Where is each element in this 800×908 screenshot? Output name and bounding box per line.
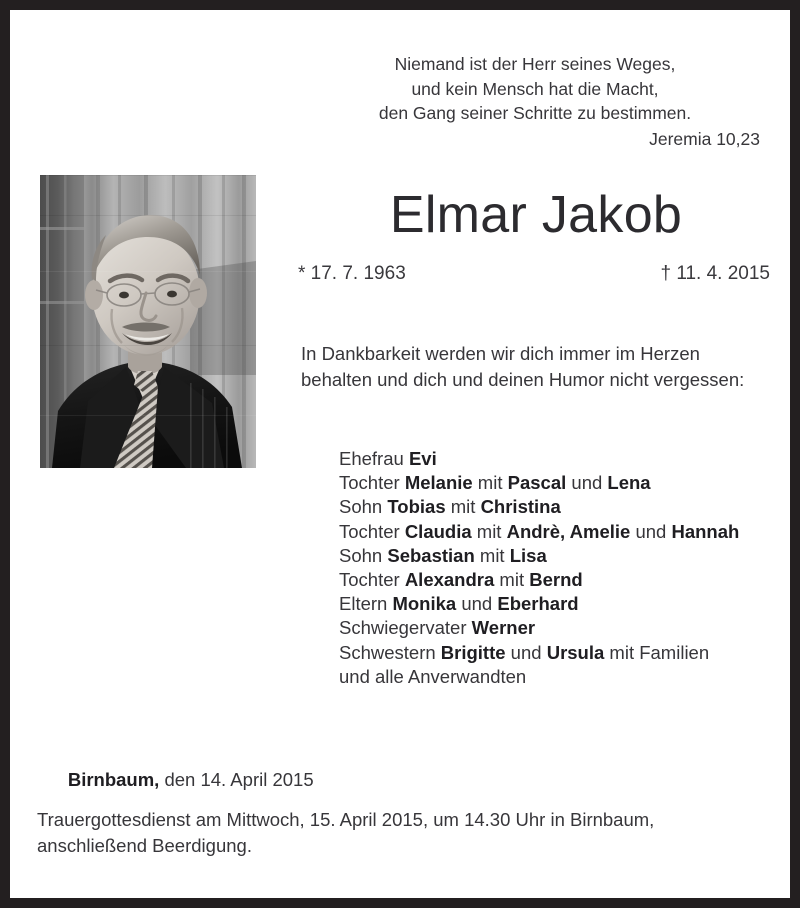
survivor-relation: Ehefrau [339,448,409,469]
survivor-line [339,665,779,689]
survivor-relation: und [566,472,608,494]
place-date-line [37,742,314,817]
service-info [37,807,747,859]
survivor-name: Pascal [507,472,567,494]
dedication-text [301,341,779,392]
survivor-line [339,447,779,471]
survivor-relation: Tochter [339,569,405,591]
survivor-relation: und [505,641,547,663]
survivor-name: Lisa [509,544,547,566]
survivor-name: Bernd [529,569,583,591]
service-line-2: anschließend Beerdigung. [37,835,252,856]
survivor-name: Andrè, Amelie [506,520,631,542]
epigraph-line-2: und kein Mensch hat die Macht, [411,78,659,99]
survivors-list [339,447,779,689]
survivor-name: Alexandra [404,569,495,591]
survivor-relation: Tochter [339,472,405,494]
survivor-line [339,471,779,495]
survivor-relation: Schwiegervater [339,617,472,639]
deceased-name: Elmar Jakob [389,186,683,244]
survivor-line [339,544,779,568]
survivor-relation: mit [445,496,481,518]
survivor-line [339,495,779,519]
survivor-relation: Sohn [339,496,388,518]
survivor-relation: und [456,593,498,615]
survivor-name: Brigitte [440,641,506,663]
survivor-name: Ursula [546,641,605,663]
survivor-relation: und alle Anverwandten [339,665,527,687]
survivor-name: Christina [480,496,561,518]
epigraph-block [310,52,760,151]
survivor-relation: Eltern [339,593,393,615]
survivor-relation: mit [494,569,530,591]
death-date: † 11. 4. 2015 [660,263,770,284]
survivor-relation: mit Familien [604,641,710,663]
obituary-page [10,10,790,898]
survivor-name: Eberhard [497,593,579,615]
survivor-relation: mit [472,472,508,494]
portrait-photo-image [40,175,256,468]
epigraph-line-1: Niemand ist der Herr seines Weges, [394,54,676,74]
survivor-name: Lena [607,472,651,494]
place-name: Birnbaum, [67,769,160,790]
life-dates [298,262,770,286]
birth-date: * 17. 7. 1963 [298,263,406,284]
dedication-line-1: In Dankbarkeit werden wir dich immer im Herzen [301,343,700,364]
service-line-1: Trauergottesdienst am Mittwoch, 15. April 2015, um 14.30 Uhr in Birnbaum, [37,809,655,830]
survivor-relation: mit [474,544,510,566]
epigraph-source: Jeremia 10,23 [649,128,760,149]
portrait-photo [40,175,256,468]
survivor-relation: mit [471,520,507,542]
survivor-name: Monika [392,593,457,615]
place-date: den 14. April 2015 [159,769,314,790]
survivor-name: Tobias [387,496,446,518]
survivor-line [339,641,779,665]
survivor-line [339,568,779,592]
survivor-name: Evi [408,448,437,469]
dedication-line-2: behalten und dich und deinen Humor nicht vergessen: [301,368,745,390]
survivor-name: Sebastian [387,544,475,566]
survivor-relation: Tochter [339,520,405,542]
survivor-name: Melanie [404,472,473,494]
survivor-relation: Schwestern [339,641,441,663]
epigraph-line-3: den Gang seiner Schritte zu bestimmen. [378,103,692,123]
survivor-name: Hannah [671,520,740,542]
survivor-name: Werner [471,617,536,639]
survivor-line [339,520,779,544]
survivor-name: Claudia [404,520,472,542]
survivor-relation: und [630,520,672,542]
survivor-line [339,616,779,640]
survivor-line [339,592,779,616]
survivor-relation: Sohn [339,544,388,566]
